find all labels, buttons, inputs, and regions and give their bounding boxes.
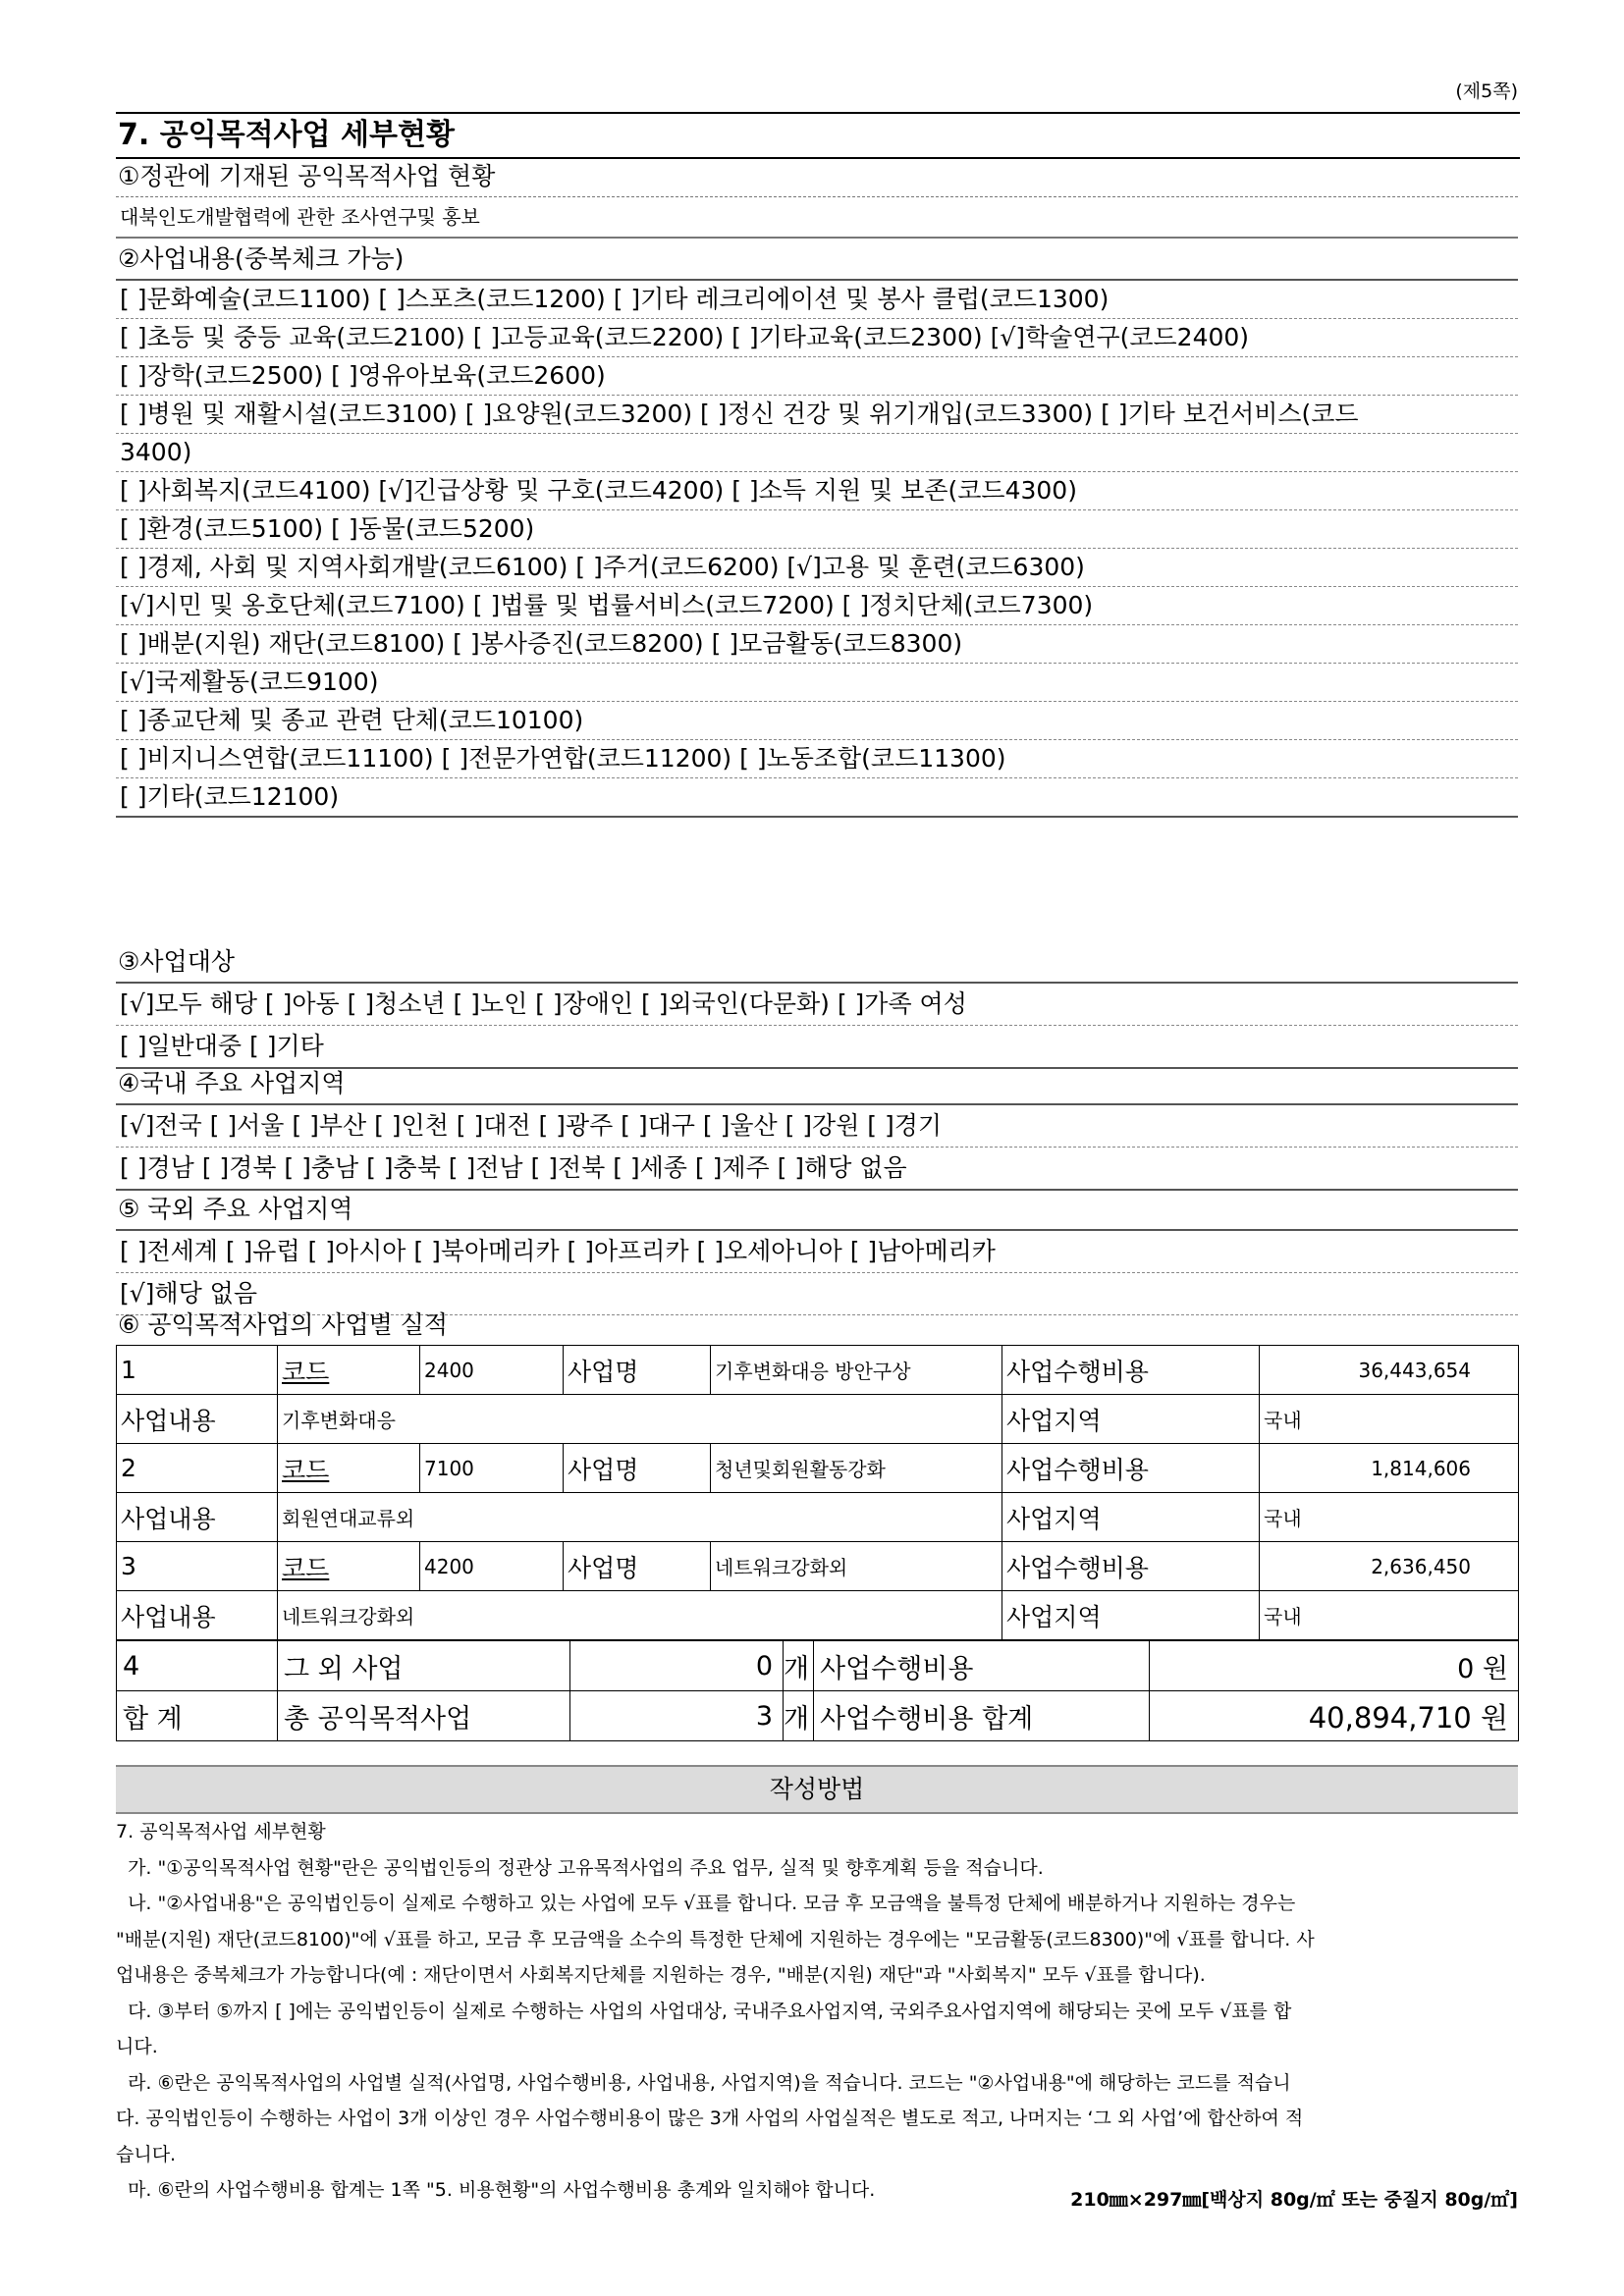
region-label: 사업지역 xyxy=(1002,1591,1260,1640)
row-no: 2 xyxy=(117,1444,278,1493)
total-row xyxy=(117,1691,1519,1741)
page-number: (제5쪽) xyxy=(1455,80,1518,102)
other-cost: 0 원 xyxy=(1150,1641,1519,1691)
region-label: 사업지역 xyxy=(1002,1395,1260,1444)
region-value: 국내 xyxy=(1260,1395,1519,1444)
section-2-heading: ②사업내용(중복체크 가능) xyxy=(116,240,1518,281)
paper-spec-footer: 210㎜×297㎜[백상지 80g/㎡ 또는 중질지 80g/㎡] xyxy=(1070,2189,1518,2211)
content-label: 사업내용 xyxy=(117,1395,278,1444)
checkbox-line: [√]국제활동(코드9100) xyxy=(116,664,1518,702)
content-label: 사업내용 xyxy=(117,1591,278,1640)
total-count: 3 xyxy=(570,1691,784,1741)
region-value: 국내 xyxy=(1260,1591,1519,1640)
code-label: 코드 xyxy=(278,1542,420,1591)
checkbox-line: [ ]전세계 [ ]유럽 [ ]아시아 [ ]북아메리카 [ ]아프리카 [ ]오세아니아 [ ]남아메리카 xyxy=(116,1231,1518,1273)
section-title: 7. 공익목적사업 세부현황 xyxy=(116,112,1520,159)
business-row xyxy=(117,1444,1519,1493)
name-value: 청년및회원활동강화 xyxy=(711,1444,1002,1493)
section-4 xyxy=(116,1064,1518,1191)
total-no: 합 계 xyxy=(117,1691,278,1741)
cost-value: 36,443,654 xyxy=(1260,1346,1519,1395)
cost-label: 사업수행비용 xyxy=(1002,1542,1260,1591)
name-value: 네트워크강화외 xyxy=(711,1542,1002,1591)
name-value: 기후변화대응 방안구상 xyxy=(711,1346,1002,1395)
method-line: 7. 공익목적사업 세부현황 xyxy=(116,1821,326,1842)
method-line: 마. ⑥란의 사업수행비용 합계는 1쪽 "5. 비용현황"의 사업수행비용 총계와 일치해야 합니다. xyxy=(116,2179,876,2201)
name-label: 사업명 xyxy=(564,1346,711,1395)
section-3 xyxy=(116,942,1518,1069)
total-label: 총 공익목적사업 xyxy=(278,1691,570,1741)
section-4-heading: ④국내 주요 사업지역 xyxy=(116,1064,1518,1105)
section-5 xyxy=(116,1190,1518,1315)
business-detail-row xyxy=(117,1591,1519,1640)
other-count: 0 xyxy=(570,1641,784,1691)
checkbox-line: [√]전국 [ ]서울 [ ]부산 [ ]인천 [ ]대전 [ ]광주 [ ]대구 [ ]울산 [ ]강원 [ ]경기 xyxy=(116,1105,1518,1148)
checkbox-line: [ ]문화예술(코드1100) [ ]스포츠(코드1200) [ ]기타 레크리에이션 및 봉사 클럽(코드1300) xyxy=(116,281,1518,319)
business-results-table xyxy=(116,1345,1519,1640)
checkbox-line: [ ]배분(지원) 재단(코드8100) [ ]봉사증진(코드8200) [ ]모금활동(코드8300) xyxy=(116,625,1518,664)
checkbox-line: [ ]사회복지(코드4100) [√]긴급상황 및 구호(코드4200) [ ]소득 지원 및 보존(코드4300) xyxy=(116,472,1518,510)
code-value: 4200 xyxy=(420,1542,564,1591)
business-row xyxy=(117,1346,1519,1395)
method-line: 습니다. xyxy=(116,2143,177,2165)
checkbox-line: [ ]초등 및 중등 교육(코드2100) [ ]고등교육(코드2200) [ ]기타교육(코드2300) [√]학술연구(코드2400) xyxy=(116,319,1518,357)
cost-value: 2,636,450 xyxy=(1260,1542,1519,1591)
section-3-heading: ③사업대상 xyxy=(116,942,1518,984)
other-business-row xyxy=(117,1641,1519,1691)
charter-business-text: 대북인도개발협력에 관한 조사연구및 홍보 xyxy=(116,197,1518,239)
total-count-unit: 개 xyxy=(784,1691,814,1741)
cost-label: 사업수행비용 xyxy=(1002,1444,1260,1493)
method-line: 다. 공익법인등이 수행하는 사업이 3개 이상인 경우 사업수행비용이 많은 3개 사업의 사업실적은 별도로 적고, 나머지는 ‘그 외 사업’에 합산하여 적 xyxy=(116,2108,1304,2129)
writing-method xyxy=(116,1765,1518,2209)
checkbox-line: [ ]비지니스연합(코드11100) [ ]전문가연합(코드11200) [ ]노동조합(코드11300) xyxy=(116,740,1518,778)
checkbox-line: [ ]경제, 사회 및 지역사회개발(코드6100) [ ]주거(코드6200) [√]고용 및 훈련(코드6300) xyxy=(116,549,1518,587)
method-line: 니다. xyxy=(116,2036,158,2057)
checkbox-line: [√]해당 없음 xyxy=(116,1273,1518,1315)
code-label: 코드 xyxy=(278,1346,420,1395)
section-1 xyxy=(116,157,1518,239)
row-no: 1 xyxy=(117,1346,278,1395)
section-1-heading: ①정관에 기재된 공익목적사업 현황 xyxy=(116,157,1518,197)
content-value: 기후변화대응 xyxy=(278,1395,1002,1444)
section-6-heading: ⑥ 공익목적사업의 사업별 실적 xyxy=(118,1310,449,1339)
business-row xyxy=(117,1542,1519,1591)
code-value: 7100 xyxy=(420,1444,564,1493)
section-5-heading: ⑤ 국외 주요 사업지역 xyxy=(116,1190,1518,1231)
writing-method-body xyxy=(116,1814,1518,2209)
checkbox-line: [ ]환경(코드5100) [ ]동물(코드5200) xyxy=(116,510,1518,549)
checkbox-line: [ ]일반대중 [ ]기타 xyxy=(116,1026,1518,1069)
other-label: 그 외 사업 xyxy=(278,1641,570,1691)
total-cost-label: 사업수행비용 합계 xyxy=(814,1691,1150,1741)
checkbox-line: [ ]종교단체 및 종교 관련 단체(코드10100) xyxy=(116,702,1518,740)
checkbox-line: 3400) xyxy=(116,434,1518,472)
method-line: 가. "①공익목적사업 현황"란은 공익법인등의 정관상 고유목적사업의 주요 업무, 실적 및 향후계획 등을 적습니다. xyxy=(116,1856,1044,1879)
method-line: 나. "②사업내용"은 공익법인등이 실제로 수행하고 있는 사업에 모두 √표를 합니다. 모금 후 모금액을 불특정 단체에 배분하거나 지원하는 경우는 xyxy=(116,1893,1296,1914)
cost-label: 사업수행비용 xyxy=(1002,1346,1260,1395)
method-line: "배분(지원) 재단(코드8100)"에 √표를 하고, 모금 후 모금액을 소수의 특정한 단체에 지원하는 경우에는 "모금활동(코드8300)"에 √표를 합니다. 사 xyxy=(116,1928,1315,1950)
business-detail-row xyxy=(117,1493,1519,1542)
checkbox-line: [√]시민 및 옹호단체(코드7100) [ ]법률 및 법률서비스(코드7200) [ ]정치단체(코드7300) xyxy=(116,587,1518,625)
content-value: 회원연대교류외 xyxy=(278,1493,1002,1542)
other-cost-label: 사업수행비용 xyxy=(814,1641,1150,1691)
method-line: 업내용은 중복체크가 가능합니다(예 : 재단이면서 사회복지단체를 지원하는 경우, "배분(지원) 재단"과 "사회복지" 모두 √표를 합니다). xyxy=(116,1964,1206,1986)
row-no: 3 xyxy=(117,1542,278,1591)
checkbox-line: [ ]기타(코드12100) xyxy=(116,778,1518,818)
section-6 xyxy=(116,1306,1518,1741)
code-value: 2400 xyxy=(420,1346,564,1395)
content-value: 네트워크강화외 xyxy=(278,1591,1002,1640)
other-no: 4 xyxy=(117,1641,278,1691)
method-line: 다. ③부터 ⑤까지 [ ]에는 공익법인등이 실제로 수행하는 사업의 사업대상, 국내주요사업지역, 국외주요사업지역에 해당되는 곳에 모두 √표를 합 xyxy=(116,2000,1292,2022)
checkbox-line: [ ]경남 [ ]경북 [ ]충남 [ ]충북 [ ]전남 [ ]전북 [ ]세종 [ ]제주 [ ]해당 없음 xyxy=(116,1148,1518,1191)
section-2 xyxy=(116,240,1518,818)
business-detail-row xyxy=(117,1395,1519,1444)
checkbox-line: [ ]장학(코드2500) [ ]영유아보육(코드2600) xyxy=(116,357,1518,396)
name-label: 사업명 xyxy=(564,1542,711,1591)
region-value: 국내 xyxy=(1260,1493,1519,1542)
other-count-unit: 개 xyxy=(784,1641,814,1691)
writing-method-heading: 작성방법 xyxy=(116,1765,1518,1814)
content-label: 사업내용 xyxy=(117,1493,278,1542)
cost-value: 1,814,606 xyxy=(1260,1444,1519,1493)
checkbox-line: [ ]병원 및 재활시설(코드3100) [ ]요양원(코드3200) [ ]정신 건강 및 위기개입(코드3300) [ ]기타 보건서비스(코드 xyxy=(116,396,1518,434)
checkbox-line: [√]모두 해당 [ ]아동 [ ]청소년 [ ]노인 [ ]장애인 [ ]외국인(다문화) [ ]가족 여성 xyxy=(116,984,1518,1026)
total-cost: 40,894,710 원 xyxy=(1150,1691,1519,1741)
name-label: 사업명 xyxy=(564,1444,711,1493)
summary-table xyxy=(116,1640,1519,1741)
region-label: 사업지역 xyxy=(1002,1493,1260,1542)
code-label: 코드 xyxy=(278,1444,420,1493)
method-line: 라. ⑥란은 공익목적사업의 사업별 실적(사업명, 사업수행비용, 사업내용, 사업지역)을 적습니다. 코드는 "②사업내용"에 해당하는 코드를 적습니 xyxy=(116,2071,1291,2094)
